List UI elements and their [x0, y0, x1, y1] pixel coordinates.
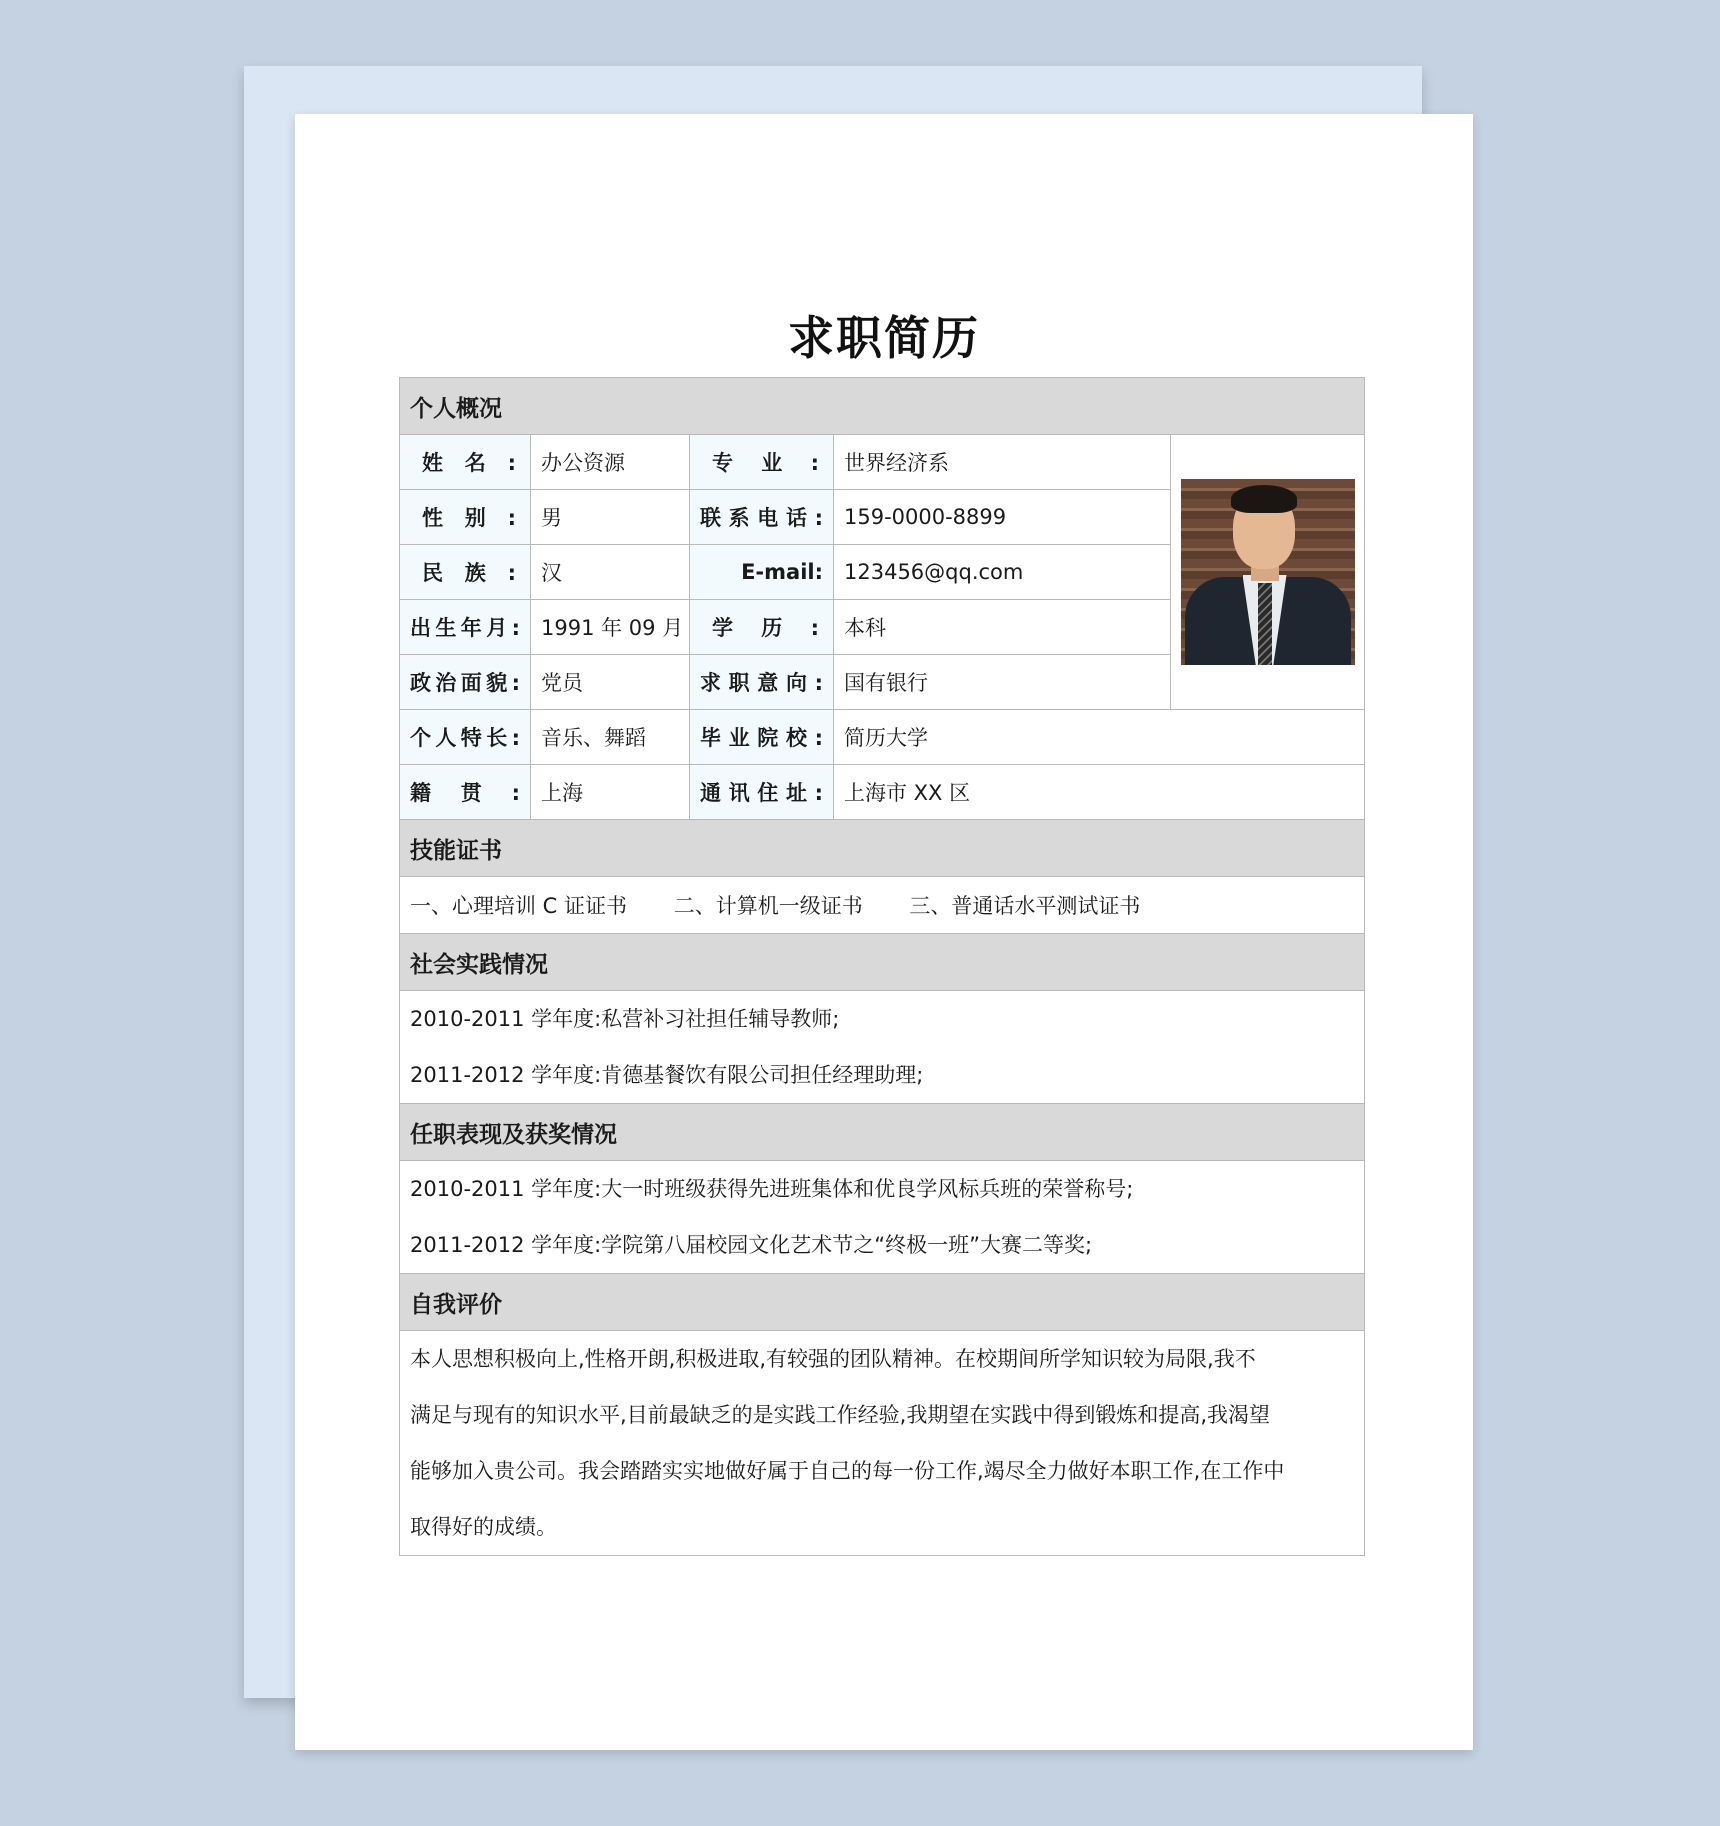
name-value: 办公资源 — [531, 435, 690, 490]
self-eval-line: 本人思想积极向上,性格开朗,积极进取,有较强的团队精神。在校期间所学知识较为局限,我不 — [410, 1347, 1256, 1371]
address-value: 上海市 XX 区 — [834, 765, 1365, 820]
self-eval-line: 取得好的成绩。 — [410, 1515, 557, 1539]
ethnic-label: 民族: — [422, 561, 516, 585]
birth-value: 1991 年 09 月 — [531, 600, 690, 655]
section-header-practice — [400, 934, 1365, 991]
school-label: 毕业院校: — [700, 726, 823, 750]
award-item: 2011-2012 学年度:学院第八届校园文化艺术节之“终极一班”大赛二等奖; — [410, 1233, 1093, 1257]
talent-value: 音乐、舞蹈 — [531, 710, 690, 765]
section-header-self — [400, 1274, 1365, 1331]
section-header-awards — [400, 1104, 1365, 1161]
gender-label: 性别: — [422, 506, 516, 530]
ethnic-value: 汉 — [531, 545, 690, 600]
section-title: 自我评价 — [400, 1274, 1365, 1331]
section-title: 社会实践情况 — [400, 934, 1365, 991]
page-title: 求职简历 — [788, 311, 980, 365]
major-value: 世界经济系 — [834, 435, 1171, 490]
intent-value: 国有银行 — [834, 655, 1171, 710]
phone-label: 联系电话: — [700, 506, 823, 530]
info-row-origin — [400, 765, 1365, 820]
major-label: 专业: — [712, 451, 819, 475]
edu-label: 学历: — [712, 616, 819, 640]
section-title: 个人概况 — [400, 378, 1365, 435]
birth-label: 出生年月: — [410, 616, 520, 640]
info-row-talent — [400, 710, 1365, 765]
cert-item: 二、计算机一级证书 — [673, 894, 863, 918]
email-label: E-mail: — [690, 545, 834, 600]
address-label: 通讯住址: — [700, 781, 823, 805]
photo-cell — [1171, 435, 1365, 710]
info-row-name — [400, 435, 1365, 490]
gender-value: 男 — [531, 490, 690, 545]
school-value: 简历大学 — [834, 710, 1365, 765]
talent-label: 个人特长: — [410, 726, 520, 750]
cert-item: 三、普通话水平测试证书 — [909, 894, 1141, 918]
phone-value: 159-0000-8899 — [834, 490, 1171, 545]
edu-value: 本科 — [834, 600, 1171, 655]
email-value: 123456@qq.com — [834, 545, 1171, 600]
self-eval-line: 能够加入贵公司。我会踏踏实实地做好属于自己的每一份工作,竭尽全力做好本职工作,在工作中 — [410, 1459, 1285, 1483]
section-title: 任职表现及获奖情况 — [400, 1104, 1365, 1161]
practice-item: 2011-2012 学年度:肯德基餐饮有限公司担任经理助理; — [410, 1063, 924, 1087]
practice-row — [400, 991, 1365, 1104]
award-item: 2010-2011 学年度:大一时班级获得先进班集体和优良学风标兵班的荣誉称号; — [410, 1177, 1134, 1201]
political-value: 党员 — [531, 655, 690, 710]
resume-page — [295, 114, 1473, 1750]
practice-item: 2010-2011 学年度:私营补习社担任辅导教师; — [410, 1007, 840, 1031]
skills-row — [400, 877, 1365, 934]
name-label: 姓名: — [422, 451, 516, 475]
section-header-skills — [400, 820, 1365, 877]
section-title: 技能证书 — [400, 820, 1365, 877]
profile-photo — [1181, 479, 1355, 665]
resume-table — [399, 377, 1365, 1556]
origin-value: 上海 — [531, 765, 690, 820]
political-label: 政治面貌: — [410, 671, 520, 695]
self-eval-line: 满足与现有的知识水平,目前最缺乏的是实践工作经验,我期望在实践中得到锻炼和提高,我渴望 — [410, 1403, 1271, 1427]
self-eval-row — [400, 1331, 1365, 1556]
awards-row — [400, 1161, 1365, 1274]
section-header-personal — [400, 378, 1365, 435]
origin-label: 籍贯: — [410, 781, 520, 805]
cert-item: 一、心理培训 C 证证书 — [410, 894, 628, 918]
intent-label: 求职意向: — [700, 671, 823, 695]
